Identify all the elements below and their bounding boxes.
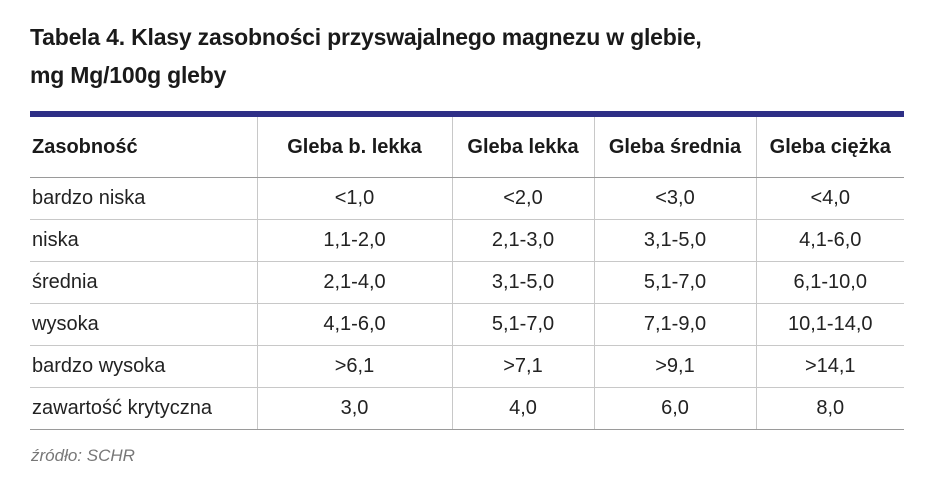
table-title-line-2: mg Mg/100g gleby xyxy=(30,62,227,88)
table-cell: 8,0 xyxy=(756,388,904,430)
table-cell: 3,1-5,0 xyxy=(452,262,594,304)
table-cell: 3,1-5,0 xyxy=(594,220,756,262)
row-label: średnia xyxy=(30,262,257,304)
table-cell: 10,1-14,0 xyxy=(756,304,904,346)
table-row xyxy=(30,220,904,262)
table-title-line-1: Tabela 4. Klasy zasobności przyswajalnego magnezu w glebie, xyxy=(30,24,702,50)
row-label: zawartość krytyczna xyxy=(30,388,257,430)
header-gleba-b-lekka: Gleba b. lekka xyxy=(257,117,452,178)
table-cell: >14,1 xyxy=(756,346,904,388)
row-label: bardzo wysoka xyxy=(30,346,257,388)
table-row xyxy=(30,262,904,304)
table-cell: 1,1-2,0 xyxy=(257,220,452,262)
row-label: niska xyxy=(30,220,257,262)
table-cell: 2,1-3,0 xyxy=(452,220,594,262)
header-zasobnosc: Zasobność xyxy=(30,117,257,178)
table-cell: 4,1-6,0 xyxy=(257,304,452,346)
row-label: bardzo niska xyxy=(30,178,257,220)
table-cell: 2,1-4,0 xyxy=(257,262,452,304)
table-cell: <1,0 xyxy=(257,178,452,220)
table-cell: 5,1-7,0 xyxy=(594,262,756,304)
table-row xyxy=(30,346,904,388)
table-title xyxy=(30,18,890,94)
table-cell: 6,1-10,0 xyxy=(756,262,904,304)
header-gleba-lekka: Gleba lekka xyxy=(452,117,594,178)
table-cell: <4,0 xyxy=(756,178,904,220)
header-gleba-ciezka: Gleba ciężka xyxy=(756,117,904,178)
table-cell: 5,1-7,0 xyxy=(452,304,594,346)
source-note: źródło: SCHR xyxy=(31,446,135,465)
table-cell: >9,1 xyxy=(594,346,756,388)
table-cell: >7,1 xyxy=(452,346,594,388)
table-cell: <2,0 xyxy=(452,178,594,220)
table-cell: 3,0 xyxy=(257,388,452,430)
row-label: wysoka xyxy=(30,304,257,346)
table-row xyxy=(30,388,904,430)
table-cell: >6,1 xyxy=(257,346,452,388)
table-header-row xyxy=(30,117,904,178)
header-gleba-srednia: Gleba średnia xyxy=(594,117,756,178)
table-cell: 6,0 xyxy=(594,388,756,430)
table-cell: <3,0 xyxy=(594,178,756,220)
table-cell: 7,1-9,0 xyxy=(594,304,756,346)
table-cell: 4,1-6,0 xyxy=(756,220,904,262)
table-row xyxy=(30,304,904,346)
table-row xyxy=(30,178,904,220)
table-cell: 4,0 xyxy=(452,388,594,430)
magnesium-classes-table xyxy=(30,117,904,430)
